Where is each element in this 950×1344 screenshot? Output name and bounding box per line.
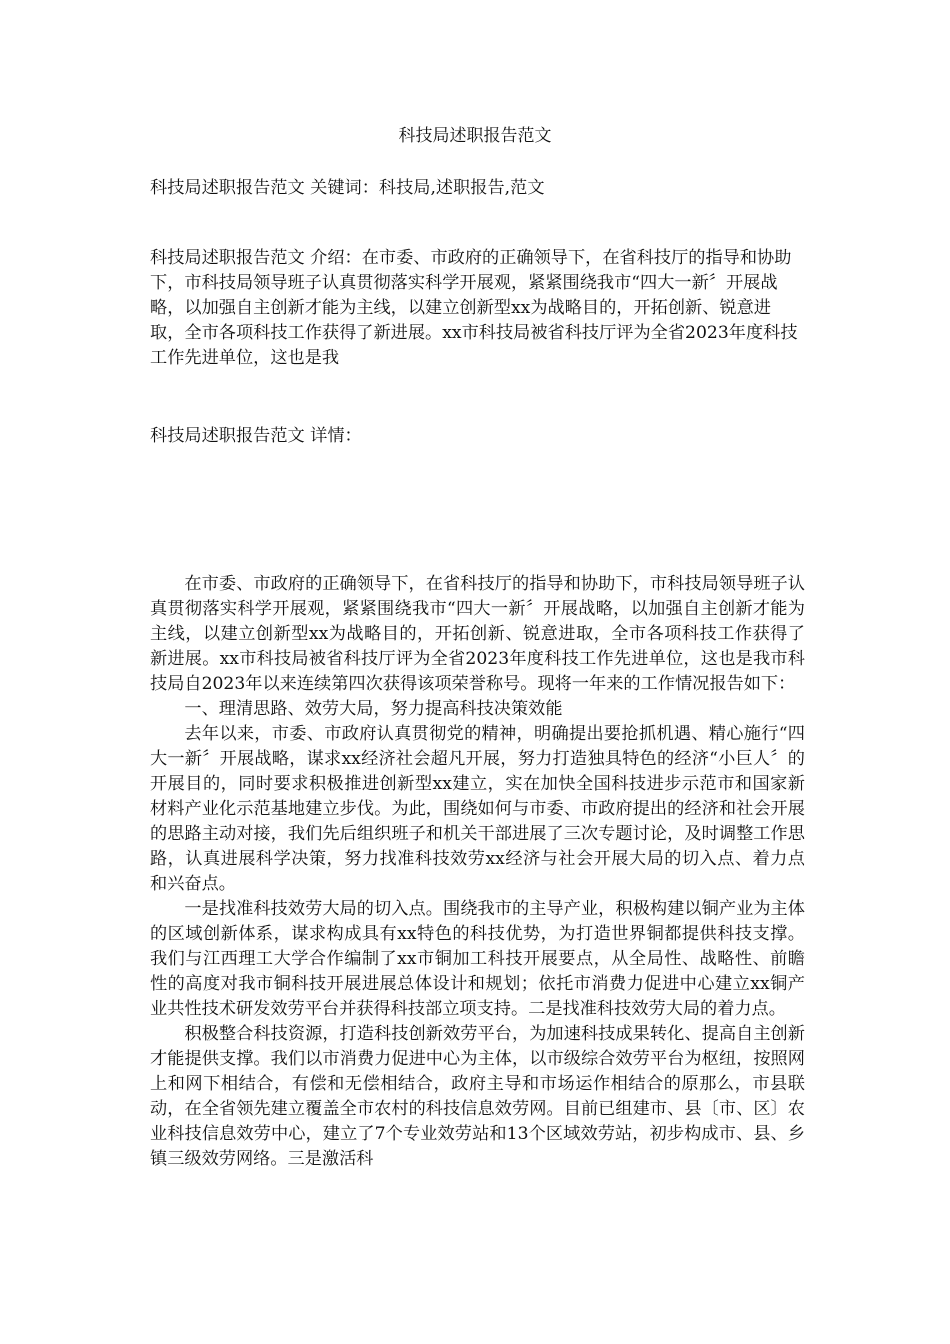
document-body [150,572,805,1172]
body-paragraph: 在市委、市政府的正确领导下，在省科技厅的指导和协助下，市科技局领导班子认真贯彻落实科学开展观，紧紧围绕我市“四大一新〞开展战略，以加强自主创新才能为主线，以建立创新型xx为战略目的，开拓创新、锐意进取，全市各项科技工作获得了新进展。xx市科技局被省科技厅评为全省2023年度科技工作先进单位，这也是我市科技局自2023年以来连续第四次获得该项荣誉称号。现将一年来的工作情况报告如下： [150,574,805,694]
keywords-line: 科技局述职报告范文 关键词：科技局,述职报告,范文 [150,178,545,198]
body-paragraph: 一是找准科技效劳大局的切入点。围绕我市的主导产业，积极构建以铜产业为主体的区域创新体系，谋求构成具有xx特色的科技优势，为打造世界铜都提供科技支撑。我们与江西理工大学合作编制了xx市铜加工科技开展要点，从全局性、战略性、前瞻性的高度对我市铜科技开展进展总体设计和规划；依托市消费力促进中心建立xx铜产业共性技术研发效劳平台并获得科技部立项支持。二是找准科技效劳大局的着力点。 [150,899,805,1019]
body-paragraph: 积极整合科技资源，打造科技创新效劳平台，为加速科技成果转化、提高自主创新才能提供支撑。我们以市消费力促进中心为主体，以市级综合效劳平台为枢纽，按照网上和网下相结合，有偿和无偿相结合，政府主导和市场运作相结合的原那么，市县联动，在全省领先建立覆盖全市农村的科技信息效劳网。目前已组建市、县〔市、区〕农业科技信息效劳中心，建立了7个专业效劳站和13个区域效劳站，初步构成市、县、乡镇三级效劳网络。三是激活科 [150,1024,805,1169]
details-label: 科技局述职报告范文 详情： [150,426,362,446]
section-heading: 一、理清思路、效劳大局，努力提高科技决策效能 [184,699,563,719]
document-title: 科技局述职报告范文 [398,126,552,146]
intro-paragraph: 科技局述职报告范文 介绍：在市委、市政府的正确领导下，在省科技厅的指导和协助下，市科技局领导班子认真贯彻落实科学开展观，紧紧围绕我市“四大一新〞开展战略，以加强自主创新才能为主线，以建立创新型xx为战略目的，开拓创新、锐意进取，全市各项科技工作获得了新进展。xx市科技局被省科技厅评为全省2023年度科技工作先进单位，这也是我 [150,248,798,368]
body-paragraph: 去年以来，市委、市政府认真贯彻党的精神，明确提出要抢抓机遇、精心施行“四大一新〞开展战略，谋求xx经济社会超凡开展，努力打造独具特色的经济“小巨人〞的开展目的，同时要求积极推进创新型xx建立，实在加快全国科技进步示范市和国家新材料产业化示范基地建立步伐。为此，围绕如何与市委、市政府提出的经济和社会开展的思路主动对接，我们先后组织班子和机关干部进展了三次专题讨论，及时调整工作思路，认真进展科学决策，努力找准科技效劳xx经济与社会开展大局的切入点、着力点和兴奋点。 [150,724,805,894]
